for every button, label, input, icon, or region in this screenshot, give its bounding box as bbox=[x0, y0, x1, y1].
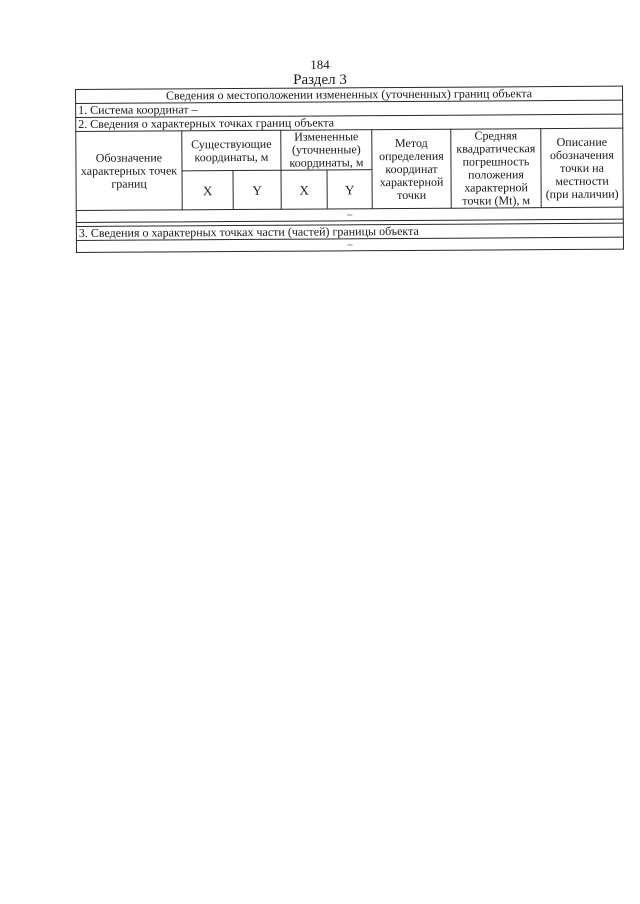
page-number: 184 bbox=[310, 57, 330, 72]
header-existing-coordinates: Существующие координаты, м bbox=[182, 130, 281, 171]
header-method: Метод определения координат характерной точки bbox=[372, 129, 451, 208]
header-changed-x: X bbox=[281, 170, 327, 209]
coordinate-system-text: 1. Система координат – bbox=[76, 100, 623, 117]
points-empty-marker: – bbox=[76, 207, 623, 222]
section-title: Раздел 3 bbox=[293, 72, 347, 88]
table-title: Сведения о местоположении измененных (уточненных) границ объекта bbox=[76, 86, 623, 103]
boundary-table-wrapper bbox=[75, 86, 623, 253]
header-row bbox=[76, 128, 623, 171]
part-section-text: 3. Сведения о характерных точках части (частей) границы объекта bbox=[76, 223, 623, 240]
header-description: Описание обозначения точки на местности (при наличии) bbox=[541, 128, 623, 207]
header-existing-y: Y bbox=[233, 170, 281, 209]
points-section-text: 2. Сведения о характерных точках границ объекта bbox=[76, 114, 623, 131]
header-point-designation: Обозначение характерных точек границ bbox=[76, 131, 182, 211]
part-empty-marker: – bbox=[76, 237, 623, 252]
header-changed-coordinates: Измененные (уточненные) координаты, м bbox=[281, 130, 372, 171]
header-changed-y: Y bbox=[327, 170, 372, 209]
boundary-table bbox=[75, 86, 624, 253]
header-accuracy: Средняя квадратическая погрешность положения характерной точки (Mt), м bbox=[451, 129, 541, 209]
header-existing-x: X bbox=[182, 171, 233, 210]
